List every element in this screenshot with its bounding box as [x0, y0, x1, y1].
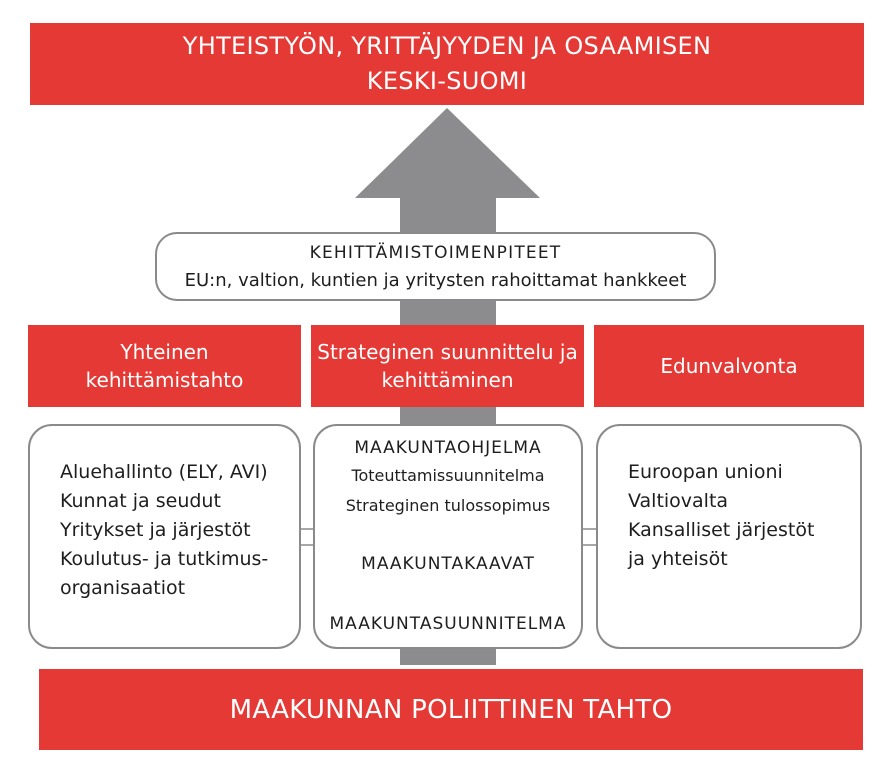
list-item: ja yhteisöt [628, 548, 728, 570]
header-mid-line1: Strateginen suunnittelu ja [317, 340, 578, 364]
development-measures-title: KEHITTÄMISTOIMENPITEET [309, 242, 562, 263]
list-item: Kunnat ja seudut [60, 490, 221, 512]
list-item: Yritykset ja järjestöt [60, 519, 251, 541]
list-item: Koulutus- ja tutkimus- [60, 548, 269, 570]
header-left-line1: Yhteinen [120, 340, 209, 364]
header-strategic-planning [311, 325, 584, 407]
top-banner [30, 23, 864, 105]
header-right-label: Edunvalvonta [660, 354, 798, 378]
list-item: organisaatiot [60, 577, 186, 599]
development-measures-subtitle: EU:n, valtion, kuntien ja yritysten rahoittamat hankkeet [184, 269, 687, 291]
regional-plan-title: MAAKUNTASUUNNITELMA [329, 614, 567, 634]
header-advocacy [594, 325, 864, 407]
header-mid-line2: kehittäminen [381, 368, 514, 392]
top-banner-line1: YHTEISTYÖN, YRITTÄJYYDEN JA OSAAMISEN [182, 32, 712, 60]
list-item: Valtiovalta [628, 490, 729, 512]
bottom-banner [39, 669, 863, 750]
list-item: Kansalliset järjestöt [628, 519, 815, 541]
regional-plans-title: MAAKUNTAKAAVAT [361, 554, 535, 574]
strategic-agreement-label: Strateginen tulossopimus [345, 496, 551, 515]
development-measures-box [155, 232, 716, 301]
top-banner-line2: KESKI-SUOMI [366, 67, 528, 95]
regional-program-title: MAAKUNTAOHJELMA [354, 438, 542, 458]
right-advocacy-box [596, 424, 862, 649]
implementation-plan-label: Toteuttamissuunnitelma [351, 466, 545, 485]
left-actors-box [28, 424, 301, 649]
list-item: Aluehallinto (ELY, AVI) [60, 461, 268, 483]
header-shared-development-will [28, 325, 301, 407]
list-item: Euroopan unioni [628, 461, 783, 483]
header-left-line2: kehittämistahto [85, 368, 244, 392]
middle-programs-box [313, 424, 583, 649]
bottom-banner-text: MAAKUNNAN POLIITTINEN TAHTO [229, 694, 673, 725]
